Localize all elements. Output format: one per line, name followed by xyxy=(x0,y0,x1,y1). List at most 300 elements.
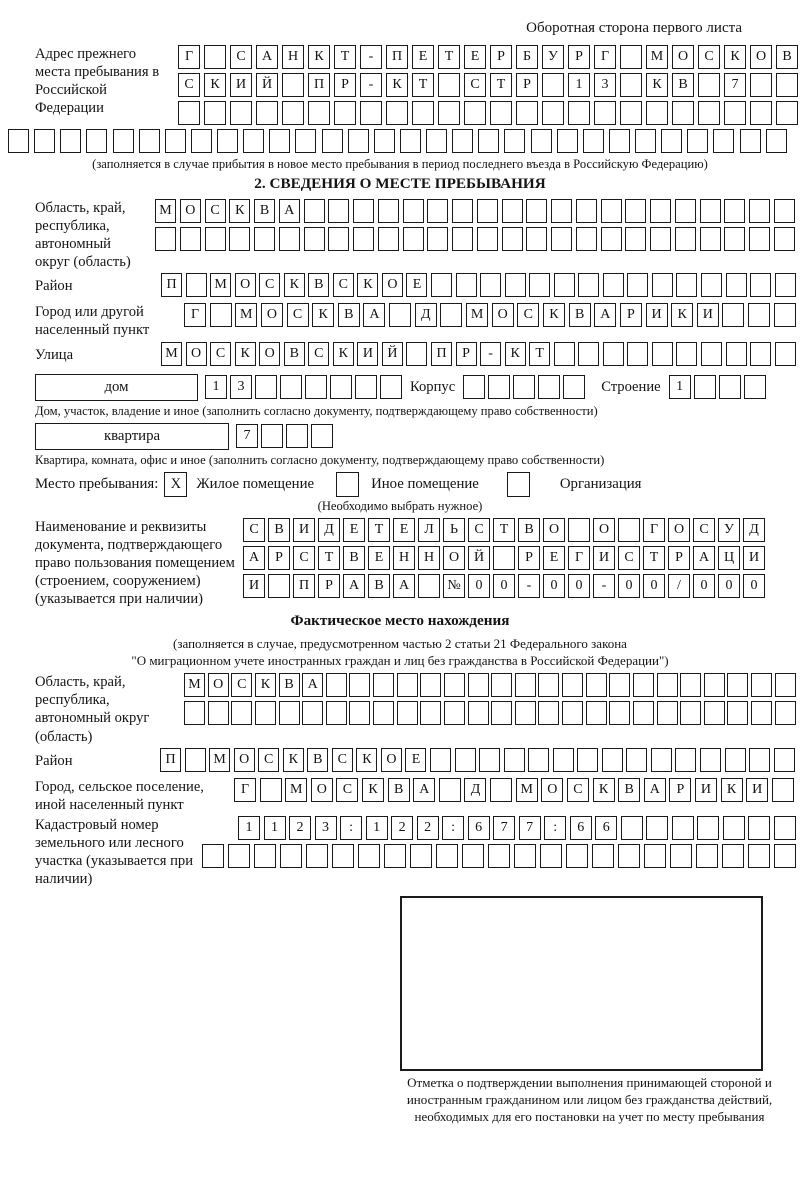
char-cell[interactable] xyxy=(479,748,500,772)
char-cell[interactable]: С xyxy=(693,518,715,542)
char-cell[interactable]: Г xyxy=(568,546,590,570)
char-cell[interactable] xyxy=(542,101,564,125)
char-cell[interactable]: А xyxy=(644,778,666,802)
char-cell[interactable]: О xyxy=(492,303,514,327)
char-cell[interactable]: И xyxy=(695,778,717,802)
char-cell[interactable] xyxy=(526,199,547,223)
char-cell[interactable] xyxy=(542,73,564,97)
char-cell[interactable] xyxy=(464,101,486,125)
char-cell[interactable] xyxy=(477,227,498,251)
char-cell[interactable] xyxy=(488,844,510,868)
char-cell[interactable] xyxy=(462,844,484,868)
char-cell[interactable]: С xyxy=(258,748,279,772)
char-cell[interactable]: И xyxy=(293,518,315,542)
char-cell[interactable]: Р xyxy=(620,303,642,327)
char-cell[interactable]: К xyxy=(593,778,615,802)
char-cell[interactable]: П xyxy=(160,748,181,772)
char-cell[interactable] xyxy=(455,748,476,772)
char-cell[interactable] xyxy=(566,844,588,868)
char-cell[interactable] xyxy=(254,844,276,868)
char-cell[interactable] xyxy=(592,844,614,868)
char-cell[interactable] xyxy=(305,375,327,399)
char-cell[interactable] xyxy=(410,844,432,868)
char-cell[interactable] xyxy=(646,816,668,840)
char-cell[interactable]: С xyxy=(468,518,490,542)
char-cell[interactable] xyxy=(452,129,473,153)
char-cell[interactable]: В xyxy=(518,518,540,542)
char-cell[interactable] xyxy=(332,844,354,868)
char-cell[interactable] xyxy=(389,303,411,327)
char-cell[interactable] xyxy=(380,375,402,399)
char-cell[interactable] xyxy=(348,129,369,153)
char-cell[interactable]: К xyxy=(671,303,693,327)
char-cell[interactable]: У xyxy=(718,518,740,542)
char-cell[interactable]: Т xyxy=(412,73,434,97)
char-cell[interactable]: 7 xyxy=(493,816,515,840)
char-cell[interactable]: М xyxy=(209,748,230,772)
char-cell[interactable] xyxy=(477,199,498,223)
char-cell[interactable] xyxy=(725,748,746,772)
char-cell[interactable] xyxy=(60,129,81,153)
char-cell[interactable]: В xyxy=(388,778,410,802)
char-cell[interactable]: П xyxy=(161,273,182,297)
char-cell[interactable]: 2 xyxy=(417,816,439,840)
char-cell[interactable] xyxy=(700,227,721,251)
char-cell[interactable]: С xyxy=(332,748,353,772)
char-cell[interactable]: : xyxy=(340,816,362,840)
char-cell[interactable]: К xyxy=(357,273,378,297)
char-cell[interactable] xyxy=(279,701,300,725)
char-cell[interactable] xyxy=(427,199,448,223)
char-cell[interactable]: К xyxy=(204,73,226,97)
char-cell[interactable]: Т xyxy=(334,45,356,69)
char-cell[interactable]: В xyxy=(254,199,275,223)
char-cell[interactable] xyxy=(650,199,671,223)
char-cell[interactable]: К xyxy=(255,673,276,697)
char-cell[interactable] xyxy=(672,101,694,125)
char-cell[interactable] xyxy=(722,303,744,327)
char-cell[interactable] xyxy=(724,101,746,125)
char-cell[interactable]: В xyxy=(569,303,591,327)
char-cell[interactable] xyxy=(452,227,473,251)
char-cell[interactable]: Е xyxy=(368,546,390,570)
char-cell[interactable] xyxy=(672,816,694,840)
char-cell[interactable]: Т xyxy=(643,546,665,570)
char-cell[interactable] xyxy=(670,844,692,868)
char-cell[interactable]: С xyxy=(293,546,315,570)
char-cell[interactable] xyxy=(676,273,697,297)
char-cell[interactable]: Т xyxy=(438,45,460,69)
char-cell[interactable]: К xyxy=(333,342,354,366)
char-cell[interactable]: О xyxy=(593,518,615,542)
char-cell[interactable] xyxy=(280,844,302,868)
char-cell[interactable] xyxy=(490,778,512,802)
char-cell[interactable] xyxy=(406,342,427,366)
char-cell[interactable] xyxy=(349,701,370,725)
char-cell[interactable] xyxy=(625,199,646,223)
char-cell[interactable] xyxy=(661,129,682,153)
char-cell[interactable]: Т xyxy=(318,546,340,570)
char-cell[interactable]: - xyxy=(593,574,615,598)
char-cell[interactable] xyxy=(704,701,725,725)
char-cell[interactable] xyxy=(726,273,747,297)
char-cell[interactable] xyxy=(256,101,278,125)
char-cell[interactable] xyxy=(657,701,678,725)
char-cell[interactable] xyxy=(420,673,441,697)
char-cell[interactable] xyxy=(551,199,572,223)
char-cell[interactable] xyxy=(609,673,630,697)
char-cell[interactable] xyxy=(586,673,607,697)
char-cell[interactable]: 0 xyxy=(618,574,640,598)
char-cell[interactable] xyxy=(774,227,795,251)
char-cell[interactable] xyxy=(748,844,770,868)
char-cell[interactable]: С xyxy=(336,778,358,802)
char-cell[interactable]: Г xyxy=(643,518,665,542)
char-cell[interactable]: С xyxy=(243,518,265,542)
char-cell[interactable] xyxy=(255,375,277,399)
char-cell[interactable] xyxy=(657,673,678,697)
char-cell[interactable]: О xyxy=(543,518,565,542)
char-cell[interactable] xyxy=(621,816,643,840)
char-cell[interactable] xyxy=(427,227,448,251)
char-cell[interactable] xyxy=(576,199,597,223)
char-cell[interactable]: Т xyxy=(368,518,390,542)
char-cell[interactable] xyxy=(563,375,585,399)
char-cell[interactable] xyxy=(254,227,275,251)
char-cell[interactable]: Й xyxy=(468,546,490,570)
char-cell[interactable]: В xyxy=(307,748,328,772)
char-cell[interactable]: Ц xyxy=(718,546,740,570)
char-cell[interactable] xyxy=(426,129,447,153)
char-cell[interactable] xyxy=(355,375,377,399)
char-cell[interactable] xyxy=(490,101,512,125)
char-cell[interactable]: О xyxy=(382,273,403,297)
char-cell[interactable]: Е xyxy=(412,45,434,69)
char-cell[interactable]: В xyxy=(672,73,694,97)
char-cell[interactable] xyxy=(603,342,624,366)
char-cell[interactable]: О xyxy=(235,273,256,297)
char-cell[interactable] xyxy=(775,701,796,725)
char-cell[interactable] xyxy=(420,701,441,725)
char-cell[interactable] xyxy=(625,227,646,251)
char-cell[interactable]: Р xyxy=(334,73,356,97)
char-cell[interactable]: К xyxy=(386,73,408,97)
checkbox-zhiloe[interactable]: X xyxy=(164,472,187,497)
char-cell[interactable]: Е xyxy=(393,518,415,542)
char-cell[interactable] xyxy=(568,518,590,542)
char-cell[interactable] xyxy=(228,844,250,868)
char-cell[interactable] xyxy=(740,129,761,153)
char-cell[interactable] xyxy=(620,73,642,97)
char-cell[interactable] xyxy=(680,701,701,725)
char-cell[interactable] xyxy=(286,424,308,448)
char-cell[interactable] xyxy=(184,701,205,725)
char-cell[interactable]: С xyxy=(230,45,252,69)
char-cell[interactable]: К xyxy=(283,748,304,772)
char-cell[interactable] xyxy=(178,101,200,125)
char-cell[interactable]: С xyxy=(567,778,589,802)
char-cell[interactable] xyxy=(568,101,590,125)
char-cell[interactable]: И xyxy=(243,574,265,598)
char-cell[interactable] xyxy=(400,129,421,153)
char-cell[interactable]: В xyxy=(368,574,390,598)
char-cell[interactable]: О xyxy=(261,303,283,327)
char-cell[interactable]: 1 xyxy=(205,375,227,399)
char-cell[interactable] xyxy=(594,101,616,125)
char-cell[interactable]: - xyxy=(480,342,501,366)
char-cell[interactable] xyxy=(727,701,748,725)
char-cell[interactable] xyxy=(774,199,795,223)
char-cell[interactable] xyxy=(373,673,394,697)
char-cell[interactable]: 0 xyxy=(543,574,565,598)
char-cell[interactable]: К xyxy=(235,342,256,366)
char-cell[interactable]: К xyxy=(724,45,746,69)
char-cell[interactable]: И xyxy=(746,778,768,802)
char-cell[interactable] xyxy=(687,129,708,153)
char-cell[interactable]: Й xyxy=(256,73,278,97)
char-cell[interactable]: 3 xyxy=(230,375,252,399)
char-cell[interactable]: С xyxy=(333,273,354,297)
char-cell[interactable]: К xyxy=(505,342,526,366)
char-cell[interactable] xyxy=(260,778,282,802)
char-cell[interactable] xyxy=(231,701,252,725)
char-cell[interactable] xyxy=(384,844,406,868)
char-cell[interactable] xyxy=(205,227,226,251)
char-cell[interactable] xyxy=(577,748,598,772)
char-cell[interactable] xyxy=(750,73,772,97)
char-cell[interactable]: С xyxy=(231,673,252,697)
char-cell[interactable] xyxy=(722,844,744,868)
char-cell[interactable]: М xyxy=(184,673,205,697)
char-cell[interactable]: Р xyxy=(669,778,691,802)
char-cell[interactable]: С xyxy=(618,546,640,570)
char-cell[interactable] xyxy=(186,273,207,297)
char-cell[interactable] xyxy=(719,375,741,399)
char-cell[interactable] xyxy=(502,199,523,223)
char-cell[interactable] xyxy=(438,73,460,97)
char-cell[interactable] xyxy=(646,101,668,125)
char-cell[interactable]: Е xyxy=(343,518,365,542)
char-cell[interactable] xyxy=(724,199,745,223)
char-cell[interactable]: 1 xyxy=(238,816,260,840)
char-cell[interactable] xyxy=(204,45,226,69)
char-cell[interactable]: К xyxy=(356,748,377,772)
char-cell[interactable]: Р xyxy=(516,73,538,97)
char-cell[interactable]: И xyxy=(357,342,378,366)
char-cell[interactable] xyxy=(528,748,549,772)
char-cell[interactable]: Е xyxy=(543,546,565,570)
char-cell[interactable]: К xyxy=(543,303,565,327)
char-cell[interactable]: Ь xyxy=(443,518,465,542)
char-cell[interactable]: В xyxy=(776,45,798,69)
char-cell[interactable] xyxy=(620,101,642,125)
char-cell[interactable] xyxy=(750,273,771,297)
char-cell[interactable]: И xyxy=(697,303,719,327)
char-cell[interactable]: Д xyxy=(318,518,340,542)
char-cell[interactable]: П xyxy=(431,342,452,366)
char-cell[interactable]: К xyxy=(721,778,743,802)
char-cell[interactable] xyxy=(304,227,325,251)
char-cell[interactable]: 3 xyxy=(315,816,337,840)
char-cell[interactable] xyxy=(601,199,622,223)
char-cell[interactable] xyxy=(452,199,473,223)
char-cell[interactable]: Д xyxy=(415,303,437,327)
char-cell[interactable] xyxy=(349,673,370,697)
char-cell[interactable] xyxy=(378,227,399,251)
char-cell[interactable] xyxy=(191,129,212,153)
char-cell[interactable]: / xyxy=(668,574,690,598)
char-cell[interactable] xyxy=(185,748,206,772)
char-cell[interactable] xyxy=(255,701,276,725)
char-cell[interactable]: О xyxy=(208,673,229,697)
char-cell[interactable]: М xyxy=(155,199,176,223)
char-cell[interactable]: Р xyxy=(490,45,512,69)
char-cell[interactable] xyxy=(776,101,798,125)
char-cell[interactable]: А xyxy=(279,199,300,223)
char-cell[interactable]: А xyxy=(256,45,278,69)
char-cell[interactable]: О xyxy=(668,518,690,542)
char-cell[interactable] xyxy=(360,101,382,125)
char-cell[interactable]: Н xyxy=(393,546,415,570)
char-cell[interactable] xyxy=(620,45,642,69)
char-cell[interactable] xyxy=(526,227,547,251)
char-cell[interactable] xyxy=(562,673,583,697)
char-cell[interactable] xyxy=(602,748,623,772)
char-cell[interactable] xyxy=(701,273,722,297)
char-cell[interactable]: С xyxy=(287,303,309,327)
char-cell[interactable] xyxy=(439,778,461,802)
char-cell[interactable] xyxy=(772,778,794,802)
char-cell[interactable] xyxy=(748,816,770,840)
char-cell[interactable] xyxy=(726,342,747,366)
char-cell[interactable]: О xyxy=(180,199,201,223)
char-cell[interactable]: В xyxy=(618,778,640,802)
char-cell[interactable] xyxy=(749,199,770,223)
dom-type-box[interactable]: дом xyxy=(35,374,198,401)
char-cell[interactable] xyxy=(358,844,380,868)
char-cell[interactable]: М xyxy=(210,273,231,297)
char-cell[interactable] xyxy=(618,518,640,542)
char-cell[interactable] xyxy=(491,673,512,697)
char-cell[interactable] xyxy=(774,844,796,868)
char-cell[interactable] xyxy=(326,701,347,725)
char-cell[interactable] xyxy=(626,748,647,772)
char-cell[interactable] xyxy=(302,701,323,725)
char-cell[interactable]: 2 xyxy=(289,816,311,840)
char-cell[interactable]: С xyxy=(178,73,200,97)
char-cell[interactable] xyxy=(698,73,720,97)
char-cell[interactable]: Р xyxy=(456,342,477,366)
char-cell[interactable] xyxy=(697,816,719,840)
char-cell[interactable] xyxy=(279,227,300,251)
char-cell[interactable] xyxy=(412,101,434,125)
char-cell[interactable]: № xyxy=(443,574,465,598)
char-cell[interactable]: К xyxy=(312,303,334,327)
checkbox-organizatsiya[interactable] xyxy=(507,472,530,497)
char-cell[interactable] xyxy=(397,701,418,725)
char-cell[interactable]: К xyxy=(646,73,668,97)
char-cell[interactable] xyxy=(609,701,630,725)
char-cell[interactable]: Р xyxy=(318,574,340,598)
char-cell[interactable] xyxy=(403,227,424,251)
char-cell[interactable] xyxy=(493,546,515,570)
char-cell[interactable] xyxy=(444,701,465,725)
char-cell[interactable]: И xyxy=(230,73,252,97)
char-cell[interactable] xyxy=(633,673,654,697)
char-cell[interactable] xyxy=(766,129,787,153)
char-cell[interactable]: О xyxy=(259,342,280,366)
char-cell[interactable]: М xyxy=(516,778,538,802)
char-cell[interactable]: К xyxy=(308,45,330,69)
char-cell[interactable] xyxy=(353,199,374,223)
char-cell[interactable] xyxy=(34,129,55,153)
char-cell[interactable] xyxy=(554,273,575,297)
char-cell[interactable] xyxy=(468,701,489,725)
char-cell[interactable]: О xyxy=(443,546,465,570)
char-cell[interactable]: И xyxy=(593,546,615,570)
char-cell[interactable] xyxy=(531,129,552,153)
char-cell[interactable]: А xyxy=(243,546,265,570)
char-cell[interactable] xyxy=(515,673,536,697)
char-cell[interactable] xyxy=(217,129,238,153)
char-cell[interactable] xyxy=(480,273,501,297)
char-cell[interactable] xyxy=(774,303,796,327)
char-cell[interactable] xyxy=(282,101,304,125)
char-cell[interactable]: Г xyxy=(184,303,206,327)
char-cell[interactable]: О xyxy=(541,778,563,802)
char-cell[interactable] xyxy=(397,673,418,697)
char-cell[interactable] xyxy=(514,844,536,868)
char-cell[interactable] xyxy=(155,227,176,251)
char-cell[interactable]: Р xyxy=(518,546,540,570)
char-cell[interactable] xyxy=(504,129,525,153)
char-cell[interactable]: 7 xyxy=(519,816,541,840)
char-cell[interactable]: 0 xyxy=(568,574,590,598)
char-cell[interactable]: С xyxy=(698,45,720,69)
char-cell[interactable]: : xyxy=(442,816,464,840)
char-cell[interactable] xyxy=(694,375,716,399)
char-cell[interactable]: 7 xyxy=(724,73,746,97)
char-cell[interactable]: А xyxy=(343,574,365,598)
char-cell[interactable]: 1 xyxy=(568,73,590,97)
char-cell[interactable]: С xyxy=(259,273,280,297)
char-cell[interactable] xyxy=(578,273,599,297)
char-cell[interactable] xyxy=(502,227,523,251)
char-cell[interactable] xyxy=(378,199,399,223)
char-cell[interactable]: Р xyxy=(568,45,590,69)
char-cell[interactable]: М xyxy=(466,303,488,327)
char-cell[interactable] xyxy=(230,101,252,125)
char-cell[interactable] xyxy=(403,199,424,223)
char-cell[interactable] xyxy=(675,227,696,251)
char-cell[interactable]: М xyxy=(646,45,668,69)
char-cell[interactable]: У xyxy=(542,45,564,69)
char-cell[interactable] xyxy=(488,375,510,399)
char-cell[interactable]: В xyxy=(268,518,290,542)
char-cell[interactable]: - xyxy=(360,73,382,97)
char-cell[interactable] xyxy=(210,303,232,327)
char-cell[interactable] xyxy=(504,748,525,772)
char-cell[interactable]: С xyxy=(464,73,486,97)
char-cell[interactable]: Н xyxy=(282,45,304,69)
char-cell[interactable]: И xyxy=(743,546,765,570)
char-cell[interactable] xyxy=(554,342,575,366)
char-cell[interactable] xyxy=(618,844,640,868)
char-cell[interactable] xyxy=(676,342,697,366)
char-cell[interactable] xyxy=(553,748,574,772)
char-cell[interactable] xyxy=(456,273,477,297)
char-cell[interactable]: С xyxy=(517,303,539,327)
